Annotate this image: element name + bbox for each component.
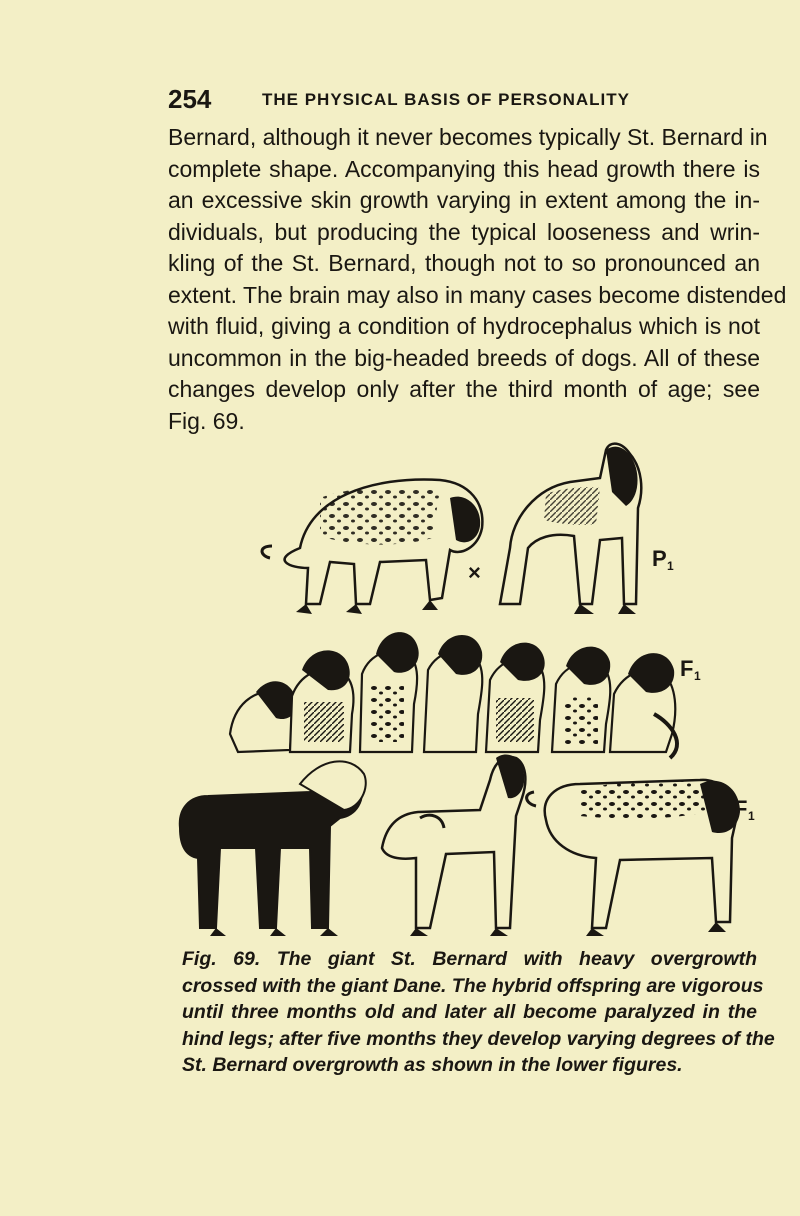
figure-69-illustration	[160, 428, 770, 948]
body-line: kling of the St. Bernard, though not to so pronounced an	[168, 250, 760, 276]
adult-offspring-center-drawing	[382, 755, 525, 936]
caption-line: hind legs; after five months they develop varying degrees of the	[182, 1027, 775, 1050]
caption-line: Fig. 69. The giant St. Bernard with heavy overgrowth	[182, 948, 757, 970]
great-dane-parent-drawing	[500, 444, 641, 614]
body-line: dividuals, but producing the typical looseness and wrin-	[168, 218, 760, 245]
body-line: with fluid, giving a condition of hydrocephalus which is not	[168, 313, 760, 339]
hybrid-puppies-drawing	[230, 632, 677, 758]
first-filial-label-row2: F	[734, 796, 748, 821]
caption-line: crossed with the giant Dane. The hybrid offspring are vigorous	[182, 974, 764, 997]
st-bernard-parent-drawing	[262, 480, 482, 614]
page-header	[168, 80, 728, 120]
cross-symbol: ×	[468, 560, 481, 585]
body-line: an excessive skin growth varying in extent among the in-	[168, 187, 760, 213]
parent-generation-subscript: 1	[667, 559, 674, 573]
adult-offspring-left-drawing	[180, 761, 366, 936]
body-line: extent. The brain may also in many cases become distended	[168, 281, 787, 308]
first-filial-subscript-row2: 1	[748, 809, 755, 823]
caption-line: St. Bernard overgrowth as shown in the lower figures.	[182, 1054, 683, 1076]
first-filial-subscript-row1: 1	[694, 669, 701, 683]
adult-offspring-right-drawing	[527, 780, 740, 936]
body-line: complete shape. Accompanying this head growth there is	[168, 155, 760, 182]
body-line: Fig. 69.	[168, 407, 245, 434]
page-number: 254	[168, 84, 212, 114]
body-line: uncommon in the big-headed breeds of dogs. All of these	[168, 344, 760, 371]
parent-generation-label: P	[652, 546, 667, 571]
caption-line: until three months old and later all become paralyzed in the	[182, 1001, 757, 1023]
first-filial-label-row1: F	[680, 656, 694, 681]
body-paragraph	[168, 122, 787, 437]
body-line: Bernard, although it never becomes typically St. Bernard in	[168, 124, 768, 150]
figure-caption	[182, 946, 775, 1079]
running-head: THE PHYSICAL BASIS OF PERSONALITY	[262, 90, 631, 109]
body-line: changes develop only after the third month of age; see	[168, 376, 760, 402]
